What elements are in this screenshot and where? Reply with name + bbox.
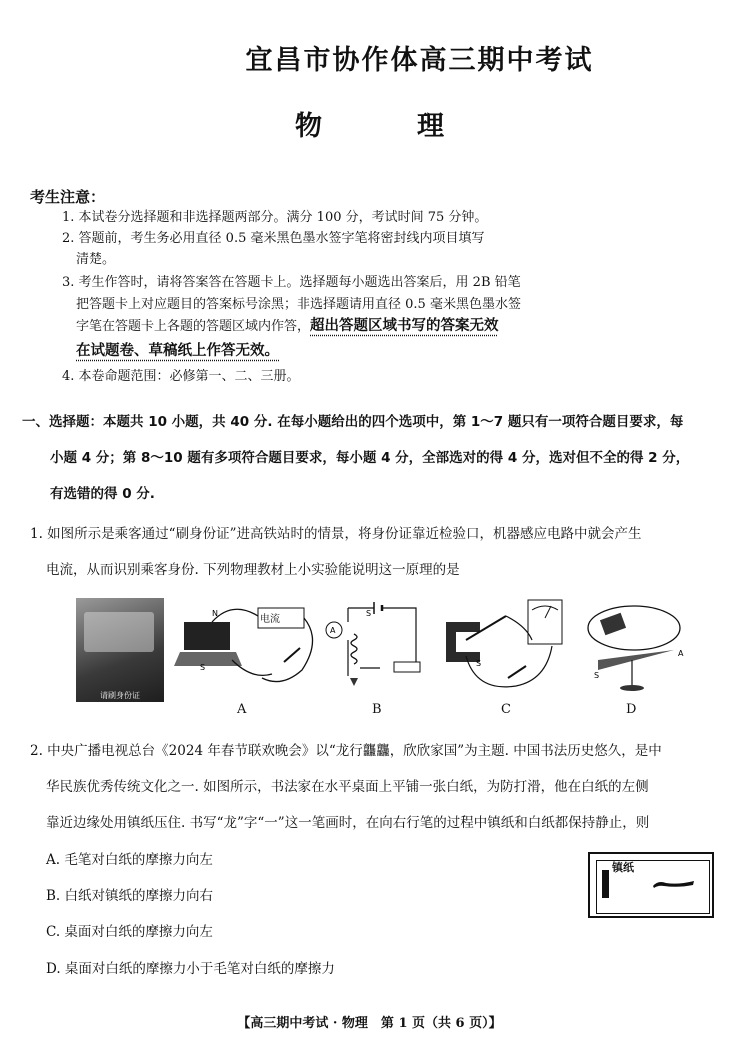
q2-line2: 华民族优秀传统文化之一. 如图所示，书法家在水平桌面上平铺一张白纸，为防打滑，他在白纸的左侧 xyxy=(46,779,649,795)
q1-line2: 电流，从而识别乘客身份. 下列物理教材上小实验能说明这一原理的是 xyxy=(46,562,460,578)
figure-b-electromagnet xyxy=(320,598,430,694)
section1-line3: 有选错的得 0 分. xyxy=(50,486,155,502)
option-d-label: D xyxy=(626,702,637,717)
notice-item-3: 3. 考生作答时，请将答案答在答题卡上。选择题每小题选出答案后，用 2B 铅笔 xyxy=(62,275,521,290)
q1-line1: 1. 如图所示是乘客通过“刷身份证”进高铁站时的情景，将身份证靠近检验口，机器感应电路中就会产生 xyxy=(30,526,642,542)
option-b-label: B xyxy=(372,702,382,717)
q2-line3: 靠近边缘处用镇纸压住. 书写“龙”字“一”这一笔画时，在向右行笔的过程中镇纸和白纸都保持静止，则 xyxy=(46,815,650,831)
page-footer: 【高三期中考试 · 物理 第 1 页（共 6 页）】 xyxy=(237,1016,502,1031)
svg-text:N: N xyxy=(212,609,218,618)
battery-d xyxy=(600,613,626,636)
photo-caption: 请刷身份证 xyxy=(100,691,140,700)
q2-option-a: A. 毛笔对白纸的摩擦力向左 xyxy=(46,852,213,868)
figure-a-induction-coil xyxy=(172,600,322,690)
coil-loop xyxy=(588,606,680,650)
notice-item-2-cont-text: 清楚。 xyxy=(76,252,116,267)
notice-heading: 考生注意： xyxy=(30,188,106,206)
notice-item-2: 2. 答题前，考生务必用直径 0.5 毫米黑色墨水签字笔将密封线内项目填写 xyxy=(62,231,485,246)
switch-c xyxy=(508,666,526,678)
rheostat xyxy=(394,662,420,672)
section1-line2: 小题 4 分；第 8～10 题有多项符合题目要求，每小题 4 分，全部选对的得 4 分，选对但不全的得 2 分， xyxy=(50,450,690,466)
figure-a-meter-label: 电流 xyxy=(260,614,280,625)
notice-item-3-cont-c xyxy=(62,341,622,362)
notice-item-3-cont-b xyxy=(62,316,662,337)
switch xyxy=(284,648,300,662)
notice-emphasis-b: 在试题卷、草稿纸上作答无效。 xyxy=(76,343,279,359)
q2-option-d: D. 桌面对白纸的摩擦力小于毛笔对白纸的摩擦力 xyxy=(46,961,335,977)
figure-c-conductor-magnet xyxy=(436,596,576,696)
svg-text:A: A xyxy=(330,626,336,635)
hand-shape xyxy=(84,612,154,652)
section1-line1: 一、选择题：本题共 10 小题，共 40 分. 在每小题给出的四个选项中，第 1～7 题只有一项符合题目要求，每 xyxy=(22,414,684,430)
notice-emphasis-a: 超出答题区域书写的答案无效 xyxy=(310,318,499,334)
svg-text:A: A xyxy=(678,649,684,658)
iron-base xyxy=(174,652,242,666)
paper-weight xyxy=(602,870,609,898)
u-magnet xyxy=(446,622,480,662)
notice-item-4: 4. 本卷命题范围：必修第一、二、三册。 xyxy=(62,369,300,384)
notice-item-2-cont xyxy=(62,249,622,270)
notice-item-1: 1. 本试卷分选择题和非选择题两部分。满分 100 分，考试时间 75 分钟。 xyxy=(62,210,488,225)
q2-option-c: C. 桌面对白纸的摩擦力向左 xyxy=(46,924,213,940)
brush-stroke xyxy=(652,878,696,890)
paper-weight-figure xyxy=(588,852,714,918)
figure-d-compass-coil xyxy=(584,598,694,694)
q2-line1: 2. 中央广播电视总台《2024 年春节联欢晚会》以“龙行龘龘，欣欣家国”为主题. 中国书法历史悠久，是中 xyxy=(30,743,662,759)
id-card-gate-photo xyxy=(76,598,164,702)
notice-item-3-cont-b-text: 字笔在答题卡上各题的答题区域内作答， xyxy=(76,319,311,334)
q2-option-b: B. 白纸对镇纸的摩擦力向右 xyxy=(46,888,214,904)
paper-weight-label: 镇纸 xyxy=(612,861,634,874)
option-a-label: A xyxy=(237,702,247,717)
svg-text:S: S xyxy=(200,663,206,672)
compass-needle xyxy=(598,650,674,670)
exam-title: 宜昌市协作体高三期中考试 xyxy=(245,45,594,76)
magnet-block xyxy=(184,622,230,650)
svg-text:S: S xyxy=(476,659,482,668)
coil-b xyxy=(351,634,357,664)
svg-text:S: S xyxy=(594,671,600,680)
svg-text:S: S xyxy=(366,609,372,618)
notice-item-3-cont-a-text: 把答题卡上对应题目的答案标号涂黑；非选择题请用直径 0.5 毫米黑色墨水签 xyxy=(76,297,521,312)
option-c-label: C xyxy=(501,702,511,717)
subject-title: 物 理 xyxy=(295,111,478,142)
galvanometer-c xyxy=(528,600,562,644)
notice-item-3-cont-a xyxy=(62,294,622,315)
